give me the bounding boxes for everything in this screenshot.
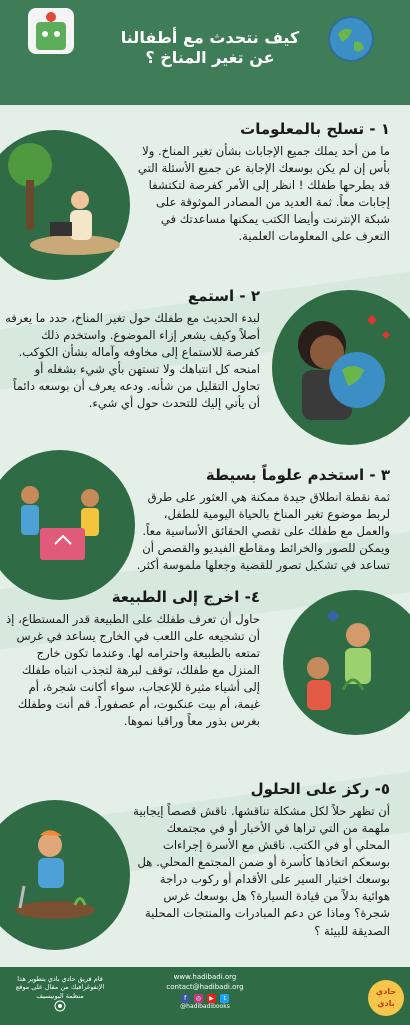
- section-4: [2, 588, 260, 731]
- header-banner: [0, 0, 410, 105]
- twitter-icon[interactable]: t: [220, 994, 229, 1003]
- social-handle: @hadibadibooks: [180, 1003, 230, 1011]
- website-link[interactable]: www.hadibadi.org: [173, 973, 237, 981]
- child-planting-illustration: [0, 800, 130, 950]
- email-link[interactable]: contact@hadibadi.org: [166, 982, 244, 991]
- social-icons: [150, 993, 260, 1004]
- page-title: كيف نتحدث مع أطفالنا عن تغير المناخ ؟: [120, 28, 300, 67]
- unicef-logo-icon: [54, 1000, 66, 1012]
- section-2: [5, 287, 260, 412]
- child-hugging-earth-illustration: [272, 290, 410, 445]
- section-body: ثمة نقطة انطلاق جيدة ممكنة هي العثور على طرق لربط موضوع تغير المناخ بالحياة اليومية للطفل، والعمل مع طفلك على تقصي الحقائق الأساسية معاً. ويمكن للصور والخرائط ومقاطع الفيديو والقصص أن تساعد في تشكيل تصور للقضية وجعلها ملموسة أكثر.: [136, 489, 390, 573]
- section-heading: ١ - تسلح بالمعلومات: [240, 120, 390, 138]
- section-3: [135, 466, 390, 574]
- woman-laptop-illustration: [0, 130, 130, 280]
- section-body: أن تظهر حلاً لكل مشكلة تناقشها. ناقش قصصاً إيجابية ملهمة من التي تراها في الأخبار أو في مجتمعك المحلي أو في الكتب. ناقش مع الأسرة إجراءات بوسعكم اتخاذها كأسرة أو ضمن المجتمع المحلي. هل بوسعك اختيار السير على الأقدام أو ركوب دراجة هوائية بدلاً من قيادة السيارة؟ هل بوسعك غرس شجرة؟ وماذا عن دعم المبادرات والمنتجات المحلية الصديقة للبيئة ؟: [133, 803, 390, 938]
- footer-credit: [6, 975, 114, 1015]
- youtube-icon[interactable]: ▶: [207, 994, 216, 1003]
- hadibadi-logo: حادي بادي: [368, 980, 404, 1016]
- facebook-icon[interactable]: f: [181, 994, 190, 1003]
- kids-nature-illustration: [283, 590, 410, 735]
- section-5: [132, 780, 390, 940]
- section-body: ما من أحد يملك جميع الإجابات بشأن تغير المناخ. ولا بأس إن لم يكن بوسعك الإجابة عن جميع الأسئلة التي قد يطرحها طفلك ! انظر إلى الأمر كفرصة لتكتشفا إجابات معاً. ثمة العديد من المصادر الموثوقة على شبكة الإنترنت وأيضا الكتب يمكنها مساعدتك في التعرف على المعلومات العلمية.: [137, 143, 390, 244]
- section-heading: ٥- ركز على الحلول: [250, 780, 390, 798]
- footer-contact: [150, 973, 260, 1012]
- recycle-bag-icon: [28, 8, 74, 54]
- instagram-icon[interactable]: ◎: [195, 994, 201, 1002]
- section-heading: ٤- اخرج إلى الطبيعة: [111, 588, 260, 606]
- footer-credit-text: قام فريق حادي بادي بتطوير هذا الإنفوغرافيك من مقال على موقع منظمة اليونيسيف: [15, 975, 105, 1000]
- section-1: [132, 120, 390, 245]
- section-heading: ٣ - استخدم علوماً بسيطة: [205, 466, 390, 484]
- globe-icon: [328, 16, 374, 62]
- section-body: حاول أن تعرف طفلك على الطبيعة قدر المستطاع، إذ أن تشجيعه على اللعب في الخارج يساعد في غرس تمتعه بالطبيعة واحترامه لها. وعندما تكون خارج المنزل مع طفلك، توقف لبرهة لتجذب انتباه طفلك إلى أشياء مثيرة للإعجاب، سواء أكانت شجرة، أم غيمة، أم بيت عنكبوت، أم عصفوراً. قم أنت وطفلك بغرس بذور معاً وراقبا نموها.: [6, 611, 260, 729]
- section-heading: ٢ - استمع: [187, 287, 260, 305]
- section-body: لبدء الحديث مع طفلك حول تغير المناخ، حدد ما يعرفه أصلاً وكيف يشعر إزاء الموضوع. واستخدم ذلك كفرصة للاستماع إلى مخاوفه وآماله بشأن الكوكب. امنحه كل انتباهك ولا تستهن بأي شيء بشغله أو تحاول التقليل من شأنه. ودعه يعرف أن بوسعه دائماً أن يأتي إليك للتحدث حول أي شيء.: [5, 310, 260, 411]
- kids-recycling-illustration: [0, 450, 135, 600]
